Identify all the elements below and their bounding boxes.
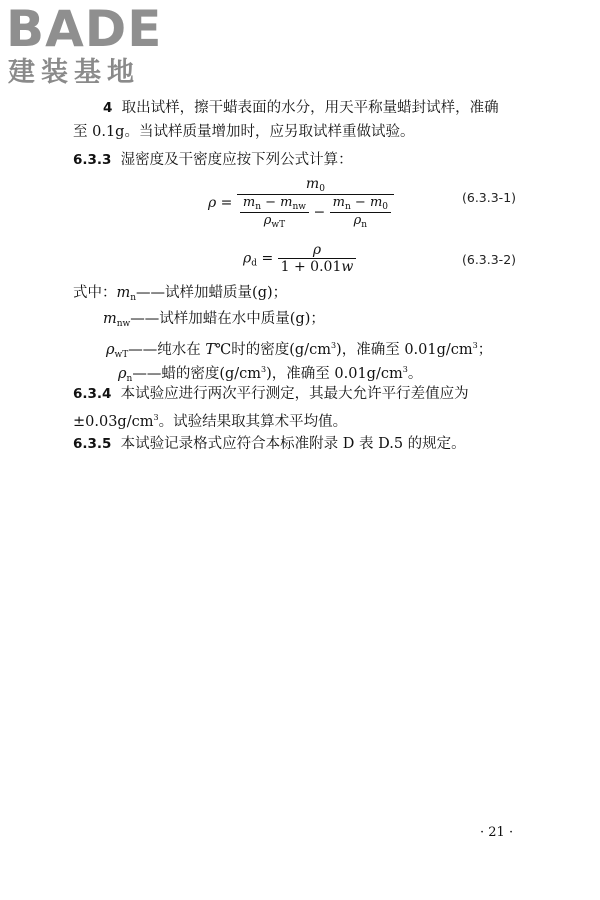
equation-6-3-3-2: $\rho_d$ = $\frac{\rho}{1 + 0.01w}$ (243, 242, 356, 275)
section-6-3-5-text: 本试验记录格式应符合本标准附录 D 表 D.5 的规定。 (120, 436, 466, 452)
section-6-3-4-line2: $\pm 0.03g/cm^3$。试验结果取其算术平均值。 (73, 413, 348, 430)
definition-mn-text: ——试样加蜡质量(g)； (136, 285, 288, 301)
para-4-number: 4 (103, 100, 113, 116)
para-4-line1 (103, 98, 499, 118)
brand-logo (6, 0, 178, 92)
definition-rhon: $\rho_n——$蜡的密度$(g/cm^3)$，准确至 $0.01g/cm^3$。 (118, 365, 423, 384)
definition-rhon-text-c: 。 (407, 366, 423, 382)
section-6-3-4-text-b: 。试验结果取其算术平均值。 (158, 414, 348, 430)
page-number: · 21 · (480, 825, 514, 840)
definition-rhon-text-a: ——蜡的密度(g/cm (132, 366, 262, 382)
section-6-3-3 (73, 150, 353, 170)
definition-rhowt: $\rho_{wT}——$纯水在 T℃时的密度$(g/cm^3)$，准确至 $0.01g/cm^3$； (106, 341, 493, 360)
definition-mn: 式中：$m_n——$试样加蜡质量(g)； (73, 285, 288, 303)
definition-rhowt-text-d: )，准确至 0.01g/cm (336, 342, 473, 358)
para-4-line2: 至 0.1g。当试样质量增加时，应另取试样重做试验。 (73, 124, 415, 140)
definition-rhowt-text-a: ——纯水在 (128, 342, 206, 358)
definition-mnw-text: ——试样加蜡在水中质量(g)； (130, 311, 325, 327)
section-6-3-4-tolerance: ±0.03g/cm (73, 414, 154, 430)
section-6-3-4-line1 (73, 384, 469, 404)
definition-rhowt-text-e: ； (477, 342, 493, 358)
equation-6-3-3-1-label: (6.3.3-1) (462, 190, 517, 205)
section-6-3-4-text: 本试验应进行两次平行测定，其最大允许平行差值应为 (120, 386, 469, 402)
section-6-3-5 (73, 434, 466, 454)
section-6-3-3-number: 6.3.3 (73, 152, 112, 168)
equation-6-3-3-1: ρ = $m_0$ $\frac{m_n - m_{nw}}{\rho_{wT}}$ − $\frac{m_n - m_0}{\rho_n}$ (208, 176, 394, 230)
section-6-3-5-number: 6.3.5 (73, 436, 112, 452)
logo-subtitle: 建装基地 (8, 57, 140, 88)
definitions-intro: 式中： (73, 285, 117, 301)
definition-rhowt-temp: T (205, 342, 216, 358)
definition-mnw: $m_{nw}——$试样加蜡在水中质量(g)； (103, 311, 325, 329)
logo-wordmark: BADE (6, 0, 163, 58)
definition-rhon-text-b: )，准确至 0.01g/cm (266, 366, 403, 382)
para-4-text: 取出试样，擦干蜡表面的水分，用天平称量蜡封试样，准确 (121, 100, 499, 116)
equation-6-3-3-2-label: (6.3.3-2) (462, 252, 517, 267)
section-6-3-3-text: 湿密度及干密度应按下列公式计算： (120, 152, 353, 168)
section-6-3-4-number: 6.3.4 (73, 386, 112, 402)
definition-rhowt-text-c: ℃时的密度(g/cm (215, 342, 331, 358)
